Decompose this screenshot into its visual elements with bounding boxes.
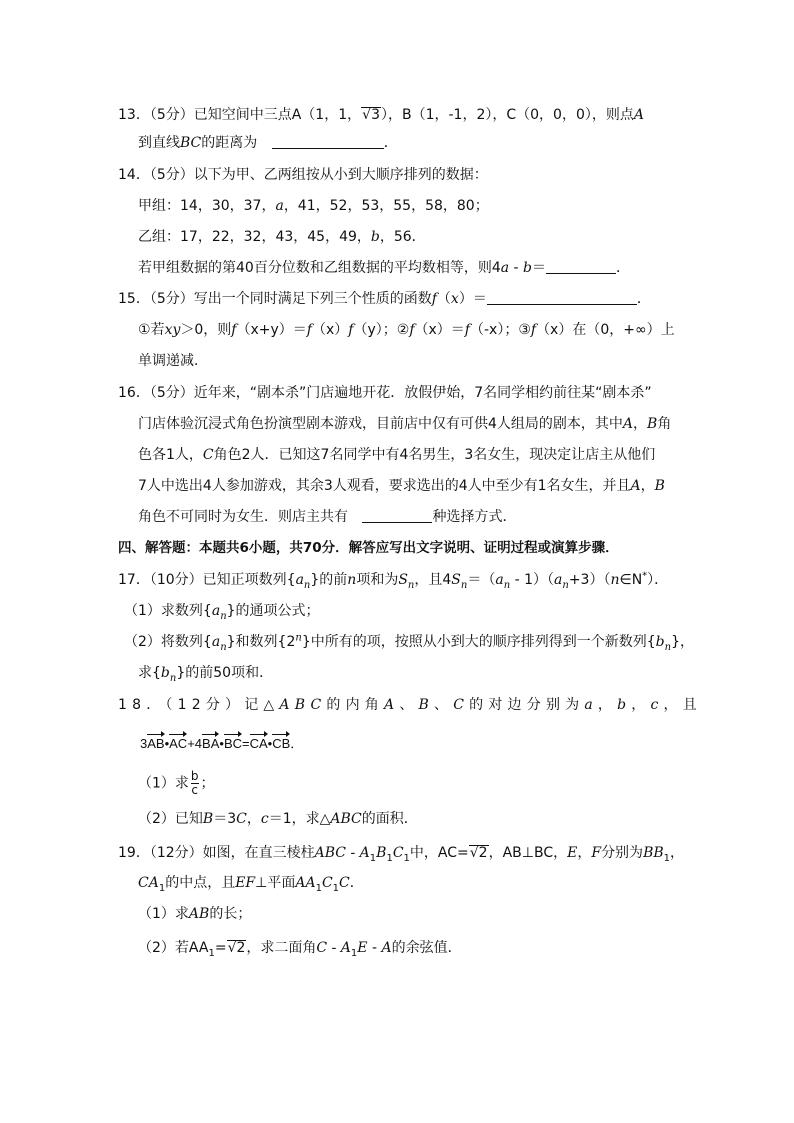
q19-EF: EF — [235, 875, 256, 891]
q19-B1: B — [376, 845, 387, 861]
q15-f4: f — [409, 322, 415, 338]
q16-l5b: 种选择方式． — [432, 509, 517, 525]
q15-f2: f — [306, 322, 312, 338]
q14-yi-label: 乙组：17，22，32，43，45，49， — [138, 229, 371, 245]
vector-ab: AB — [147, 733, 164, 750]
q18-l1c: 的对边分别为 — [469, 697, 585, 713]
q18-l1b: 的内角 — [326, 697, 384, 713]
sqrt3-value: 3 — [371, 107, 380, 123]
q19-C1b: C — [321, 875, 333, 891]
sqrt2-b: √2 — [227, 940, 246, 956]
q18-a: a — [584, 697, 598, 713]
q19-AA2: AA — [188, 940, 209, 956]
q17-sub1 — [124, 603, 320, 622]
q17-l1a: 已知正项数列{ — [202, 572, 296, 588]
q18-s2c: ， — [246, 811, 261, 827]
q17-sub-n5: n — [562, 579, 569, 591]
q14-a: a — [275, 198, 284, 214]
q19-s1b: 的长； — [209, 906, 252, 922]
dot3: • — [267, 736, 273, 751]
q19-sub4: 1 — [663, 852, 671, 864]
q16-B: B — [647, 416, 658, 432]
q14-a2: a — [500, 260, 510, 276]
q19-number: 19．（12分） — [118, 845, 203, 861]
q15-p1d: （x） — [311, 322, 349, 338]
q17-s3a: 求{ — [138, 665, 161, 681]
q19-s2c: - A — [327, 940, 351, 956]
q19-sub1: 1 — [369, 852, 377, 864]
q19-C: C — [339, 875, 350, 891]
q15-line2 — [138, 323, 675, 337]
q16-number: 16．（5分） — [118, 385, 194, 401]
q19-s2E: E — [357, 940, 368, 956]
q14-b2: b — [523, 260, 533, 276]
q16-A: A — [622, 416, 634, 432]
q14-cond-text: 若甲组数据的第40百分位数和乙组数据的平均数相等，则4 — [138, 260, 501, 276]
q16-answer-blank[interactable] — [362, 510, 432, 523]
q17-s2a: （2）将数列{ — [124, 634, 212, 650]
q17-sub2 — [124, 632, 694, 653]
q13-point-a: A — [633, 107, 644, 123]
q14-yi-rest: ，56． — [379, 229, 426, 245]
q17-sub3 — [138, 665, 274, 684]
dot2: • — [219, 736, 224, 751]
q14-line1 — [118, 168, 488, 182]
q19-s1: （1）求 — [138, 906, 189, 922]
q15-f1: f — [231, 322, 237, 338]
q16-C: C — [202, 447, 214, 463]
q18-s2e: 的面积． — [361, 811, 418, 827]
q15-xy: xy — [164, 322, 181, 338]
q16-l2a: 门店体验沉浸式角色扮演型剧本游戏，目前店中仅有可供4人组局的剧本，其中 — [138, 416, 623, 432]
q17-s2d: }， — [671, 634, 694, 650]
q15-p1: ①若 — [138, 322, 165, 338]
vector-bc: BC — [224, 733, 242, 750]
q13-text4: 的距离为 — [201, 135, 258, 151]
q17-s2c: }中所有的项，按照从小到大的顺序排列得到一个新数列{ — [301, 634, 656, 650]
q18-l1d: ，且 — [663, 697, 702, 713]
q19-line1: 19．（12分）如图，在直三棱柱ABC - $A_1B_1C_1$中，AC=√2，AB⊥BC，E，F分别为$BB_1$， — [118, 845, 685, 864]
q19-sub2-line — [138, 940, 462, 959]
q16-line3 — [138, 448, 655, 462]
q16-line4 — [138, 479, 665, 493]
q17-n: n — [347, 572, 357, 588]
q17-sub-n7: n — [220, 641, 227, 653]
q13-text3: 到直线 — [138, 135, 180, 151]
q17-l1d: ，且4 — [414, 572, 452, 588]
q18-l1a: 记△ — [244, 697, 280, 713]
q14-text: 以下为甲、乙两组按从小到大顺序排列的数据： — [193, 167, 488, 183]
q19-s2b: ，求二面角 — [246, 940, 317, 956]
q16-l4a: 7人中选出4人参加游戏，其余3人观看，要求选出的4人中至少有1名女生，并且 — [138, 478, 631, 494]
q17-s3b: }的前50项和． — [176, 665, 274, 681]
q15-p1c: （x+y）＝ — [236, 322, 307, 338]
q15-line3 — [138, 354, 208, 368]
q15-end: ． — [636, 291, 651, 307]
q15-x: x — [450, 291, 459, 307]
sqrt2-value: 2 — [478, 845, 488, 861]
vector-ba: BA — [202, 733, 219, 750]
q19-CA: CA — [138, 875, 159, 891]
q19-l1f: 分别为 — [601, 845, 644, 861]
q17-sub-n6: n — [220, 610, 227, 622]
q15-f: f — [431, 291, 437, 307]
q17-b2: b — [160, 665, 170, 681]
q13-bc: BC — [180, 135, 202, 151]
q15-text: 写出一个同时满足下列三个性质的函数 — [193, 291, 432, 307]
q15-eq: ）＝ — [458, 291, 487, 307]
vector-cb: CB — [272, 733, 290, 750]
dot1: • — [164, 736, 170, 751]
q17-sub-n3: n — [460, 579, 468, 591]
q18-B: B — [418, 697, 435, 713]
vector-ca: CA — [250, 733, 268, 750]
q17-a: a — [295, 572, 304, 588]
q19-line2 — [138, 875, 364, 894]
q15-p2b: （-x）；③ — [469, 322, 531, 338]
q17-S2: S — [451, 572, 461, 588]
fraction-b-over-c — [191, 770, 199, 797]
q15-last: 单调递减． — [138, 353, 208, 369]
q19-prism: ABC - A — [314, 845, 370, 861]
q15-p3: （x）在（0，+∞）上 — [536, 322, 675, 338]
q18-s1e: ； — [200, 775, 215, 792]
q18-ABC: ABC — [279, 697, 327, 713]
q16-line1 — [118, 386, 652, 400]
q17-l1h: ∈N — [619, 572, 643, 588]
q17-S: S — [398, 572, 408, 588]
section-heading: 四、解答题：本题共6小题，共70分．解答应写出文字说明、证明过程或演算步骤． — [118, 540, 619, 556]
q15-f3: f — [348, 322, 354, 338]
sqrt3: √3 — [362, 107, 380, 123]
q19-C1: C — [392, 845, 404, 861]
q17-b: b — [655, 634, 665, 650]
q14-eq: ＝ — [532, 260, 547, 276]
q19-l1d: 中，AC= — [409, 845, 469, 861]
frac-den: c — [191, 783, 199, 797]
q13-line1 — [118, 107, 644, 122]
q18-eq: = — [242, 736, 250, 751]
q17-a2: a — [495, 572, 504, 588]
q18-line1: 18．（12分）记△ABC的内角A、B、C的对边分别为a，b，c，且 — [118, 697, 702, 713]
q14-number: 14．（5分） — [118, 167, 194, 183]
q17-sub-n4: n — [503, 579, 511, 591]
q17-number: 17．（10分） — [118, 572, 203, 588]
q16-comma2: ， — [640, 478, 655, 494]
q16-l3a: 色各1人， — [138, 447, 203, 463]
q16-line2 — [138, 417, 671, 431]
q19-AA: AA — [295, 875, 316, 891]
q19-sub7: 1 — [332, 882, 340, 894]
q19-sub2: 1 — [386, 852, 393, 864]
q14-jia — [138, 199, 489, 213]
q18-sub1 — [138, 770, 215, 797]
q17-l1e: ＝（ — [467, 572, 496, 588]
q13-number: 13．（5分） — [118, 107, 194, 123]
q14-yi — [138, 230, 426, 244]
q19-s2e: 的余弦值． — [391, 940, 462, 956]
q19-F: F — [591, 845, 602, 861]
q14-jia-rest: ，41，52，53，55，58，80； — [283, 198, 489, 214]
q17-sub-n8: n — [664, 641, 672, 653]
q17-s1b: }的通项公式； — [226, 603, 320, 619]
q17-l1b: }的前 — [310, 572, 348, 588]
q14-end: ． — [616, 260, 631, 276]
q13-text: 已知空间中三点A（1，1， — [193, 107, 362, 123]
q16-l2d: 角 — [657, 416, 672, 432]
q19-s2a: （2）若 — [138, 940, 189, 956]
q18-C: C — [453, 697, 470, 713]
q16-l1: 近年来，“剧本杀”门店遍地开花．放假伊始，7名同学相约前往某“剧本杀” — [193, 385, 652, 401]
q19-s2d: - — [367, 940, 382, 956]
q14-answer-blank[interactable] — [546, 261, 616, 274]
q19-s2eq: = — [214, 940, 227, 956]
q17-l1i: ）． — [647, 572, 669, 588]
q18-s2cc: c — [260, 811, 269, 827]
sqrt2: √2 — [469, 845, 488, 861]
q15-f6: f — [530, 322, 537, 338]
q17-sub-n2: n — [407, 579, 415, 591]
q13-text2: ），B（1，-1，2），C（0，0，0），则点 — [380, 107, 634, 123]
q17-l1f: - 1）（ — [510, 572, 555, 588]
q14-jia-label: 甲组：14，30，37， — [138, 198, 276, 214]
q17-a3: a — [554, 572, 563, 588]
q17-line1 — [118, 570, 669, 591]
q18-ABC2: ABC — [330, 811, 362, 827]
q19-sub8: 1 — [208, 947, 215, 959]
q19-s2A: A — [381, 940, 392, 956]
q16-line5 — [138, 510, 516, 524]
q19-l2b: 的中点，且 — [165, 875, 236, 891]
q18-s2B: B — [202, 811, 214, 827]
q15-p1b: ＞0，则 — [180, 322, 232, 338]
q19-sub5: 1 — [158, 882, 166, 894]
q15-number: 15．（5分） — [118, 291, 194, 307]
q14-minus: - — [509, 260, 524, 276]
q15-f5: f — [464, 322, 470, 338]
q18-coef3: 3 — [140, 736, 148, 751]
q14-b: b — [370, 229, 380, 245]
q18-end: ． — [290, 736, 304, 751]
sqrt2-value-b: 2 — [236, 940, 246, 956]
q17-star: * — [642, 570, 648, 582]
q17-n2: n — [610, 572, 620, 588]
q17-l1g: +3）（ — [568, 572, 611, 588]
q17-l1c: 项和为 — [356, 572, 399, 588]
q19-sub3: 1 — [403, 852, 410, 864]
q19-sub6: 1 — [315, 882, 322, 894]
q16-B2: B — [654, 478, 665, 494]
q16-comma: ， — [633, 416, 648, 432]
q19-l1e: ，AB⊥BC， — [488, 845, 568, 861]
q19-E: E — [567, 845, 578, 861]
q19-AB: AB — [188, 906, 210, 922]
q18-s2d: ＝1，求△ — [268, 811, 331, 827]
q14-cond — [138, 261, 630, 275]
q18-s2C: C — [236, 811, 247, 827]
q18-c: c — [650, 697, 664, 713]
q17-s2b: }和数列{2 — [226, 634, 296, 650]
q18-s2b: ＝3 — [213, 811, 237, 827]
q15-p1e: （y）；② — [353, 322, 410, 338]
q18-s1: （1）求 — [138, 775, 189, 792]
q13-answer-blank[interactable] — [272, 136, 384, 149]
q18-sub2 — [138, 812, 418, 826]
q17-sup-n: n — [295, 632, 302, 644]
q16-A2: A — [630, 478, 641, 494]
frac-num: b — [190, 769, 199, 783]
q15-line1: 15．（5分）写出一个同时满足下列三个性质的函数f（x）＝ ． — [118, 291, 651, 307]
q17-sub-n: n — [303, 579, 311, 591]
q19-sub9: 1 — [350, 947, 358, 959]
q17-a5: a — [211, 634, 221, 650]
q19-l2f: ． — [349, 875, 364, 891]
q19-l1a: 如图，在直三棱柱 — [202, 845, 315, 861]
q18-b: b — [617, 697, 632, 713]
q18-vector-eq — [140, 733, 303, 750]
q15-p2a: （x）＝ — [414, 322, 465, 338]
q18-coef4: +4 — [187, 736, 203, 751]
q18-number: 18．（12分） — [118, 697, 245, 713]
q17-a4: a — [211, 603, 221, 619]
q17-s1: （1）求数列{ — [124, 603, 212, 619]
q16-l3b: 角色2人．已知这7名同学中有4名男生，3名女生，现决定让店主从他们 — [213, 447, 656, 463]
q16-l5a: 角色不可同时为女生．则店主共有 — [138, 509, 348, 525]
q19-sub1-line — [138, 907, 251, 921]
q15-answer-blank[interactable] — [487, 292, 637, 305]
q19-l2c: ⊥平面 — [255, 875, 296, 891]
q13-line2 — [138, 136, 398, 150]
q13-end: ． — [383, 135, 398, 151]
q19-s2C: C — [316, 940, 328, 956]
q19-BB: BB — [643, 845, 664, 861]
q18-s2a: （2）已知 — [138, 811, 203, 827]
q18-A: A — [384, 697, 400, 713]
q17-sub-n9: n — [169, 672, 177, 684]
vector-ac: AC — [169, 733, 187, 750]
